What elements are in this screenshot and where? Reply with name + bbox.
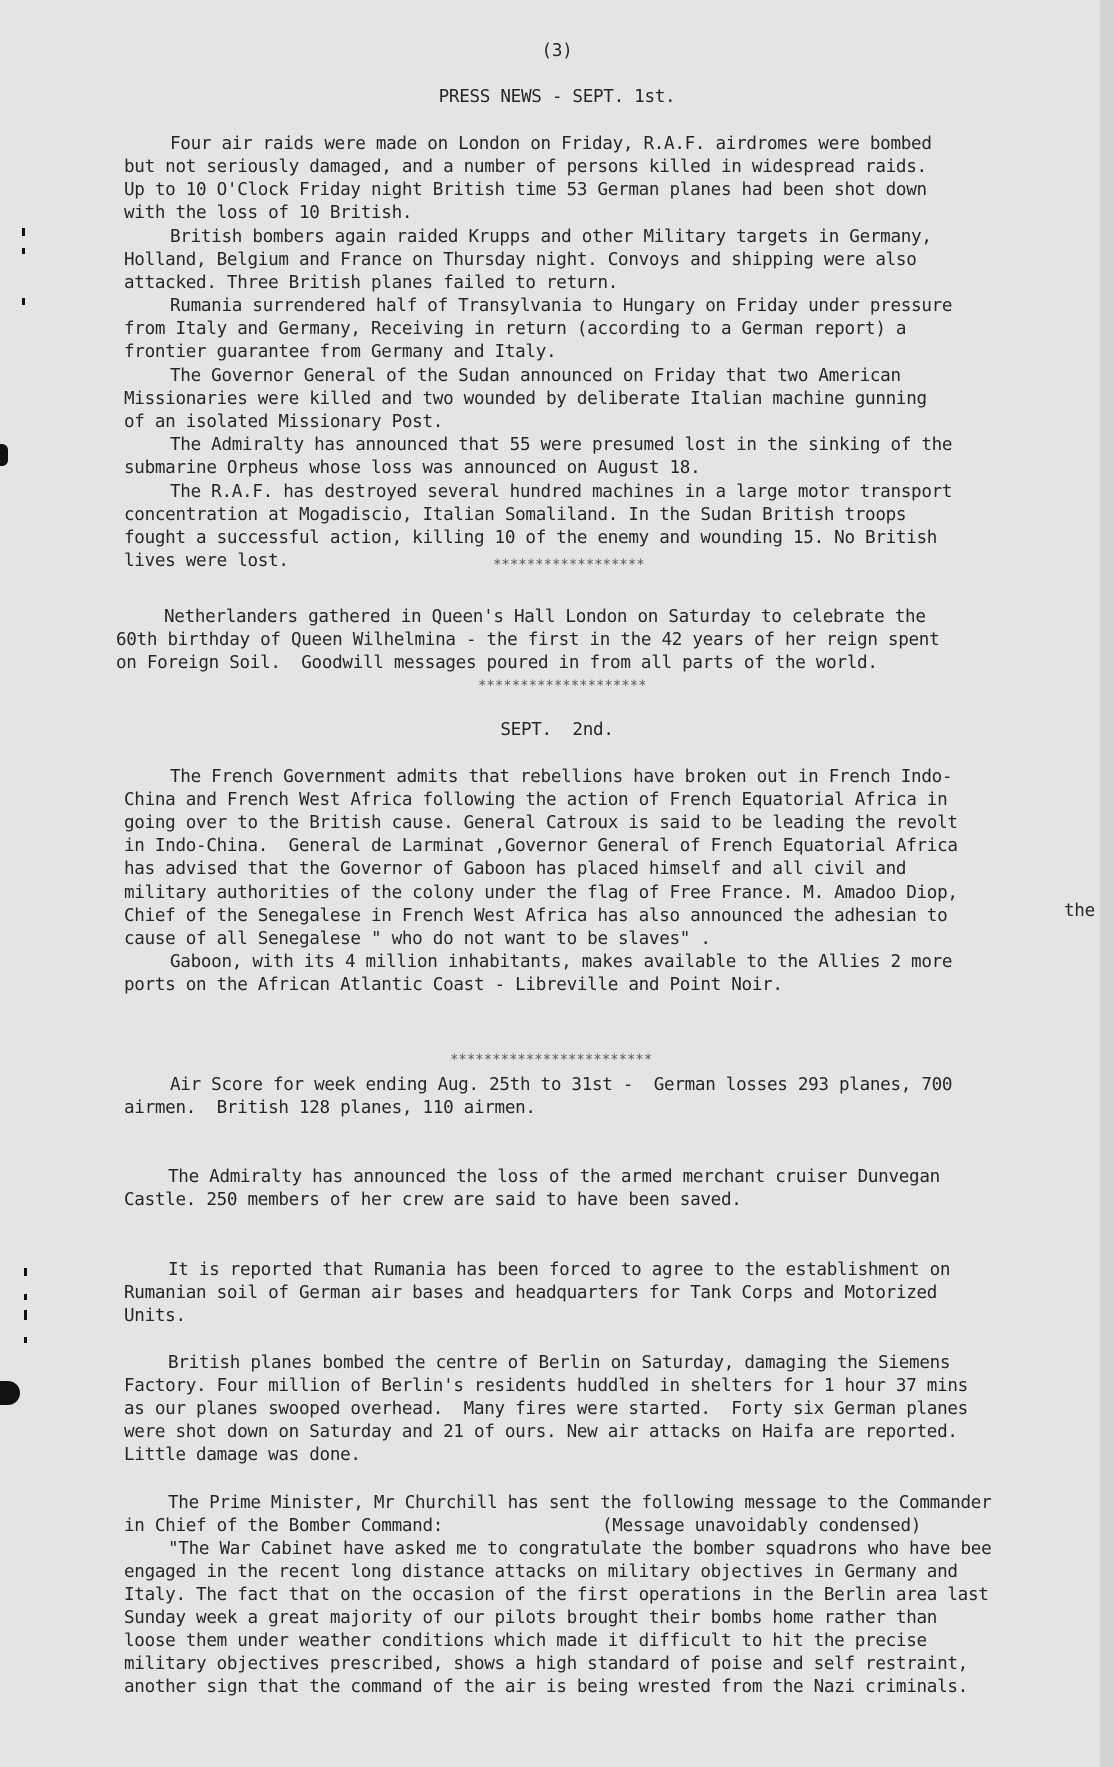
paragraph-line: of an isolated Missionary Post. xyxy=(124,412,444,432)
paragraph-line: Up to 10 O'Clock Friday night British time 53 German planes had been shot down xyxy=(124,180,927,200)
paragraph-line: British bombers again raided Krupps and other Military targets in Germany, xyxy=(170,227,932,247)
paragraph-line: concentration at Mogadiscio, Italian Somaliland. In the Sudan British troops xyxy=(124,505,907,525)
paragraph-line: Chief of the Senegalese in French West Africa has also announced the adhesian to xyxy=(124,906,948,926)
punch-hole xyxy=(0,444,8,466)
binder-mark xyxy=(24,1294,27,1300)
paragraph-line: in Chief of the Bomber Command: xyxy=(124,1516,444,1536)
paragraph-line: on Foreign Soil. Goodwill messages poured in from all parts of the world. xyxy=(116,653,878,673)
separator-stars: ************************ xyxy=(450,1052,653,1068)
paragraph-line: frontier guarantee from Germany and Italy. xyxy=(124,342,557,362)
paragraph-line: Rumania surrendered half of Transylvania to Hungary on Friday under pressure xyxy=(170,296,953,316)
paragraph-line: but not seriously damaged, and a number of persons killed in widespread raids. xyxy=(124,157,927,177)
paragraph-line: has advised that the Governor of Gaboon has placed himself and all civil and xyxy=(124,859,907,879)
separator-stars: ****************** xyxy=(493,557,645,573)
paragraph-line: going over to the British cause. General Catroux is said to be leading the revolt xyxy=(124,813,958,833)
paragraph-line: The Admiralty has announced that 55 were presumed lost in the sinking of the xyxy=(170,435,953,455)
paragraph-line: engaged in the recent long distance attacks on military objectives in Germany and xyxy=(124,1562,958,1582)
paragraph-line: The Admiralty has announced the loss of the armed merchant cruiser Dunvegan xyxy=(168,1167,940,1187)
binder-mark xyxy=(22,298,25,305)
paragraph-line: The R.A.F. has destroyed several hundred machines in a large motor transport xyxy=(170,482,953,502)
paragraph-line: The French Government admits that rebellions have broken out in French Indo- xyxy=(170,767,953,787)
paragraph-line: Air Score for week ending Aug. 25th to 31st - German losses 293 planes, 700 xyxy=(170,1075,953,1095)
paragraph-line: fought a successful action, killing 10 of the enemy and wounding 15. No British xyxy=(124,528,938,548)
binder-mark xyxy=(22,228,25,236)
paragraph-line: from Italy and Germany, Receiving in return (according to a German report) a xyxy=(124,319,907,339)
paragraph-line: Factory. Four million of Berlin's residents huddled in shelters for 1 hour 37 mins xyxy=(124,1376,968,1396)
paragraph-line: Rumanian soil of German air bases and headquarters for Tank Corps and Motorized xyxy=(124,1283,938,1303)
paragraph-line: 60th birthday of Queen Wilhelmina - the first in the 42 years of her reign spent xyxy=(116,630,940,650)
paragraph-line: Sunday week a great majority of our pilots brought their bombs home rather than xyxy=(124,1608,938,1628)
paragraph-line: airmen. British 128 planes, 110 airmen. xyxy=(124,1098,536,1118)
paragraph-line: Missionaries were killed and two wounded by deliberate Italian machine gunning xyxy=(124,389,927,409)
paragraph-line: The Prime Minister, Mr Churchill has sent the following message to the Commander xyxy=(168,1493,992,1513)
paragraph-line: cause of all Senegalese " who do not want to be slaves" . xyxy=(124,929,711,949)
paragraph-line: Little damage was done. xyxy=(124,1445,361,1465)
binder-mark xyxy=(24,1268,27,1276)
paragraph-line: ports on the African Atlantic Coast - Libreville and Point Noir. xyxy=(124,975,783,995)
paragraph-line: attacked. Three British planes failed to return. xyxy=(124,273,619,293)
paragraph-line: were shot down on Saturday and 21 of ours. New air attacks on Haifa are reported. xyxy=(124,1422,958,1442)
margin-correction: the xyxy=(1064,901,1095,921)
paragraph-line: with the loss of 10 British. xyxy=(124,203,413,223)
paragraph-line: "The War Cabinet have asked me to congratulate the bomber squadrons who have bee xyxy=(168,1539,992,1559)
paragraph-line: Castle. 250 members of her crew are said to have been saved. xyxy=(124,1190,742,1210)
paragraph-line: Gaboon, with its 4 million inhabitants, makes available to the Allies 2 more xyxy=(170,952,953,972)
page-edge xyxy=(1100,0,1114,1767)
paragraph-line: China and French West Africa following the action of French Equatorial Africa in xyxy=(124,790,948,810)
page-heading: PRESS NEWS - SEPT. 1st. xyxy=(438,87,676,107)
separator-stars: ******************** xyxy=(478,678,647,694)
binder-mark xyxy=(24,1310,27,1320)
paragraph-line: Holland, Belgium and France on Thursday night. Convoys and shipping were also xyxy=(124,250,917,270)
page-number: (3) xyxy=(541,41,573,61)
paragraph-line: military objectives prescribed, shows a high standard of poise and self restraint, xyxy=(124,1654,968,1674)
paragraph-line: military authorities of the colony under the flag of Free France. M. Amadoo Diop, xyxy=(124,883,958,903)
paragraph-line: The Governor General of the Sudan announced on Friday that two American xyxy=(170,366,901,386)
paragraph-line: British planes bombed the centre of Berlin on Saturday, damaging the Siemens xyxy=(168,1353,951,1373)
punch-hole xyxy=(0,1381,20,1405)
paragraph-line: in Indo-China. General de Larminat ,Governor General of French Equatorial Africa xyxy=(124,836,958,856)
paragraph-line: It is reported that Rumania has been forced to agree to the establishment on xyxy=(168,1260,951,1280)
paragraph-line: another sign that the command of the air is being wrested from the Nazi criminals. xyxy=(124,1677,968,1697)
paragraph-line: Four air raids were made on London on Friday, R.A.F. airdromes were bombed xyxy=(170,134,932,154)
paragraph-line: Italy. The fact that on the occasion of the first operations in the Berlin area last xyxy=(124,1585,989,1605)
paragraph-line: Netherlanders gathered in Queen's Hall London on Saturday to celebrate the xyxy=(164,607,926,627)
section-subheading: SEPT. 2nd. xyxy=(500,720,614,740)
paragraph-line: lives were lost. xyxy=(124,551,289,571)
paragraph-line: loose them under weather conditions which made it difficult to hit the precise xyxy=(124,1631,927,1651)
paragraph-line: submarine Orpheus whose loss was announced on August 18. xyxy=(124,458,701,478)
binder-mark xyxy=(22,248,25,254)
message-note: (Message unavoidably condensed) xyxy=(602,1516,922,1536)
paragraph-line: Units. xyxy=(124,1306,186,1326)
binder-mark xyxy=(24,1337,27,1343)
paragraph-line: as our planes swooped overhead. Many fires were started. Forty six German planes xyxy=(124,1399,968,1419)
